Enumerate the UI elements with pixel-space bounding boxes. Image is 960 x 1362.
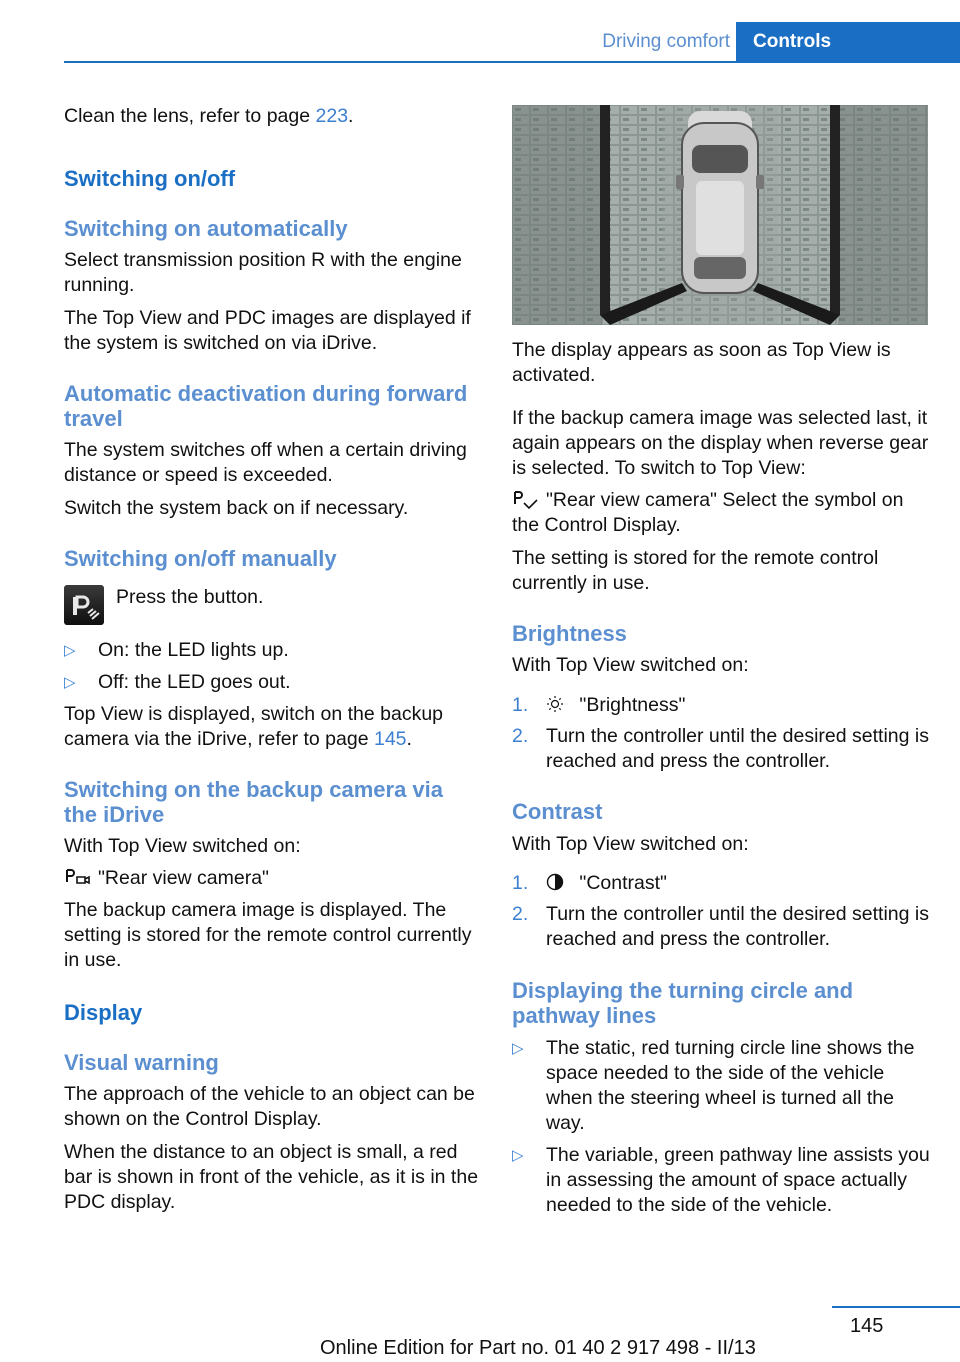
- triangle-right-icon: ▷: [512, 1147, 524, 1164]
- list-item: [512, 1036, 930, 1136]
- bullet-text: The static, red turning circle line shows the space needed to the side of the vehicle when the steering wheel is turned all the way.: [546, 1037, 915, 1134]
- visual-text-2: When the distance to an object is small, a red bar is shown in front of the vehicle, as it is in the PDC display.: [64, 1141, 479, 1213]
- visual-paragraph-1: [64, 1082, 482, 1132]
- backup-display-paragraph: [64, 898, 482, 973]
- clean-end: .: [348, 105, 354, 127]
- step-number: 2.: [512, 903, 529, 925]
- page-number: 145: [850, 1315, 884, 1337]
- press-button-row: [64, 585, 482, 627]
- heading-display: Display: [64, 1000, 143, 1025]
- heading-brightness: Brightness: [512, 621, 627, 646]
- last-selected-paragraph: [512, 406, 930, 481]
- rear-view-camera-icon: [64, 868, 90, 895]
- list-item: [512, 724, 930, 774]
- visual-paragraph-2: [64, 1140, 482, 1215]
- top-view-camera-image: [512, 105, 928, 325]
- step-number: 1.: [512, 872, 529, 894]
- select-symbol-paragraph: [512, 488, 930, 538]
- visual-text-1: The approach of the vehicle to an object can be shown on the Control Display.: [64, 1083, 475, 1130]
- heading-switching-manually: Switching on/off manually: [64, 546, 337, 571]
- topview-end: .: [406, 728, 412, 750]
- last-selected-text: If the backup camera image was selected last, it again appears on the display when reverse gear is selected. To switch to Top View:: [512, 407, 929, 479]
- list-item: [512, 1143, 930, 1218]
- header-rule: [64, 61, 960, 63]
- step-text: "Contrast": [579, 872, 667, 894]
- topview-paragraph: [64, 702, 482, 752]
- step-number: 1.: [512, 694, 529, 716]
- bullet-text: The variable, green pathway line assists you in assessing the amount of space actually needed to the side of the vehicle.: [546, 1144, 930, 1216]
- heading-automatic-deactivation: Automatic deactivation during forward travel: [64, 381, 468, 431]
- heading-backup-camera-idrive: Switching on the backup camera via the iDrive: [64, 777, 443, 827]
- with-topview-text: With Top View switched on:: [64, 835, 301, 857]
- triangle-right-icon: ▷: [512, 1040, 524, 1057]
- contrast-steps: [512, 871, 930, 952]
- edition-footer: Online Edition for Part no. 01 40 2 917 498 - II/13: [320, 1337, 756, 1359]
- turning-bullet-list: [512, 1036, 930, 1218]
- rear-view-camera-row: [64, 866, 482, 891]
- auto-paragraph-1: [64, 248, 482, 298]
- bullet-text: On: the LED lights up.: [98, 639, 289, 661]
- bullet-text: Off: the LED goes out.: [98, 671, 291, 693]
- rear-view-camera-label: "Rear view camera": [98, 867, 269, 889]
- clean-lens-paragraph: [64, 104, 482, 129]
- step-text: "Brightness": [579, 694, 686, 716]
- led-bullet-list: [64, 638, 482, 695]
- heading-turning-circle: Displaying the turning circle and pathway lines: [512, 978, 854, 1028]
- stored-text: The setting is stored for the remote control currently in use.: [512, 547, 879, 594]
- with-topview-text: With Top View switched on:: [512, 654, 749, 676]
- heading-switching-on-automatically: Switching on automatically: [64, 216, 348, 241]
- contrast-with-topview: [512, 832, 930, 857]
- stored-paragraph: [512, 546, 930, 596]
- step-number: 2.: [512, 725, 529, 747]
- parking-camera-button-icon: [64, 585, 104, 625]
- list-item: [512, 693, 930, 718]
- deact-paragraph-2: [64, 496, 482, 521]
- heading-contrast: Contrast: [512, 799, 603, 824]
- list-item: [512, 871, 930, 896]
- brightness-with-topview: [512, 653, 930, 678]
- rear-view-camera-icon: [512, 490, 538, 519]
- backup-display-text: The backup camera image is displayed. The setting is stored for the remote control currently in use.: [64, 899, 472, 971]
- page-link-223[interactable]: 223: [315, 105, 349, 127]
- contrast-icon: [546, 871, 568, 896]
- list-item: [64, 638, 482, 663]
- heading-switching-on-off: Switching on/off: [64, 166, 236, 191]
- page-link-145[interactable]: 145: [373, 728, 407, 750]
- triangle-right-icon: ▷: [64, 674, 76, 691]
- header-chapter-tab: Controls: [736, 22, 960, 62]
- press-button-text: Press the button.: [116, 586, 264, 608]
- appears-paragraph: [512, 338, 930, 388]
- triangle-right-icon: ▷: [64, 642, 76, 659]
- step-text: Turn the controller until the desired setting is reached and press the controller.: [546, 725, 929, 772]
- deact-paragraph-1: [64, 438, 482, 488]
- clean-text: Clean the lens, refer to page: [64, 105, 316, 127]
- appears-text: The display appears as soon as Top View is activated.: [512, 339, 891, 386]
- list-item: [64, 670, 482, 695]
- sun-icon: [546, 693, 568, 718]
- backup-with-topview: [64, 834, 482, 859]
- list-item: [512, 902, 930, 952]
- deact-text-2: Switch the system back on if necessary.: [64, 497, 409, 519]
- auto-paragraph-2: [64, 306, 482, 356]
- footer-rule: [832, 1306, 960, 1308]
- topview-text: Top View is displayed, switch on the backup camera via the iDrive, refer to page: [64, 703, 444, 750]
- brightness-steps: [512, 693, 930, 774]
- select-symbol-text: "Rear view camera" Select the symbol on the Control Display.: [512, 489, 904, 536]
- auto-text-2: The Top View and PDC images are displayed if the system is switched on via iDrive.: [64, 307, 471, 354]
- with-topview-text: With Top View switched on:: [512, 833, 749, 855]
- auto-text-1: Select transmission position R with the engine running.: [64, 249, 462, 296]
- step-text: Turn the controller until the desired setting is reached and press the controller.: [546, 903, 929, 950]
- heading-visual-warning: Visual warning: [64, 1050, 219, 1075]
- header-section-title: Driving comfort: [602, 31, 730, 52]
- deact-text-1: The system switches off when a certain driving distance or speed is exceeded.: [64, 439, 467, 486]
